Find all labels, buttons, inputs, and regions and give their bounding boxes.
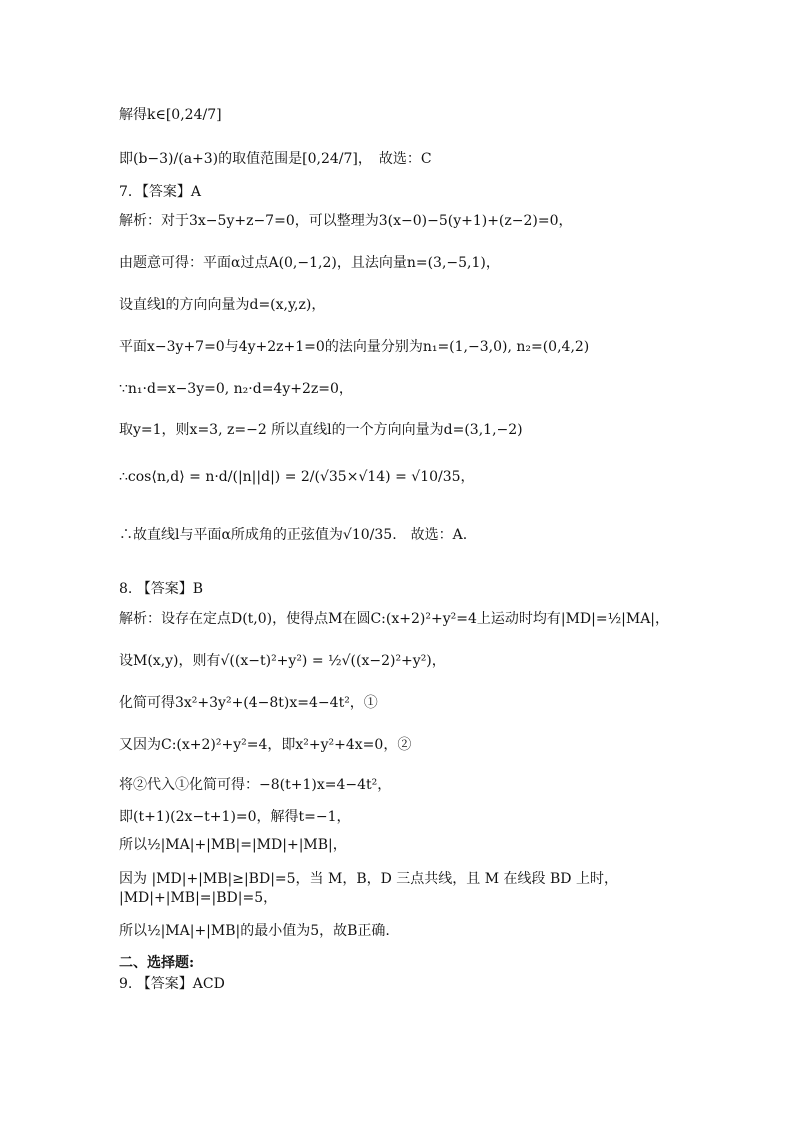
analysis8-line-4: 又因为C:(x+2)²+y²=4，即x²+y²+4x=0，② [119, 737, 412, 753]
analysis8-line-9: |MD|+|MB|=|BD|=5， [119, 890, 278, 906]
solution-line-2: 即(b−3)/(a+3)的取值范围是[0,24/7]， 故选：C [119, 151, 432, 167]
analysis8-line-5: 将②代入①化简可得：−8(t+1)x=4−4t²， [119, 777, 392, 793]
analysis-line-7: ∴cos⟨n,d⟩ = n·d/(|n||d|) = 2/(√35×√14) = √10/35， [119, 469, 475, 485]
answer-heading-9: 9. 【答案】ACD [119, 976, 225, 992]
analysis8-conclusion: 所以½|MA|+|MB|的最小值为5，故B正确. [119, 923, 390, 939]
section-heading: 二、选择题: [119, 955, 195, 971]
analysis-line-2: 由题意可得：平面α过点A(0,−1,2)，且法向量n=(3,−5,1)， [119, 255, 500, 271]
answer-heading-8: 8. 【答案】B [119, 581, 204, 597]
analysis8-line-1: 解析：设存在定点D(t,0)，使得点M在圆C:(x+2)²+y²=4上运动时均有|MD|=½|MA|， [119, 611, 670, 627]
analysis-line-3: 设直线l的方向向量为d=(x,y,z)， [119, 297, 326, 313]
analysis8-line-3: 化简可得3x²+3y²+(4−8t)x=4−4t²，① [119, 695, 378, 711]
analysis8-line-6: 即(t+1)(2x−t+1)=0，解得t=−1， [119, 809, 351, 825]
analysis8-line-7: 所以½|MA|+|MB|=|MD|+|MB|， [119, 837, 347, 853]
analysis8-line-2: 设M(x,y)，则有√((x−t)²+y²) = ½√((x−2)²+y²)， [119, 653, 446, 669]
analysis-conclusion: ∴故直线l与平面α所成角的正弦值为√10/35. 故选：A. [119, 527, 468, 543]
answer-heading-7: 7．【答案】A [119, 184, 202, 200]
analysis8-line-8: 因为 |MD|+|MB|≥|BD|=5，当 M，B，D 三点共线，且 M 在线段 BD 上时， [119, 871, 618, 887]
analysis-line-6: 取y=1，则x=3, z=−2 所以直线l的一个方向向量为d=(3,1,−2) [119, 422, 523, 438]
analysis-line-5: ∵n₁·d=x−3y=0, n₂·d=4y+2z=0， [119, 381, 353, 397]
analysis-line-1: 解析：对于3x−5y+z−7=0，可以整理为3(x−0)−5(y+1)+(z−2)=0， [119, 213, 573, 229]
analysis-line-4: 平面x−3y+7=0与4y+2z+1=0的法向量分别为n₁=(1,−3,0), n₂=(0,4,2) [119, 339, 590, 355]
solution-line-1: 解得k∈[0,24/7] [119, 107, 222, 123]
